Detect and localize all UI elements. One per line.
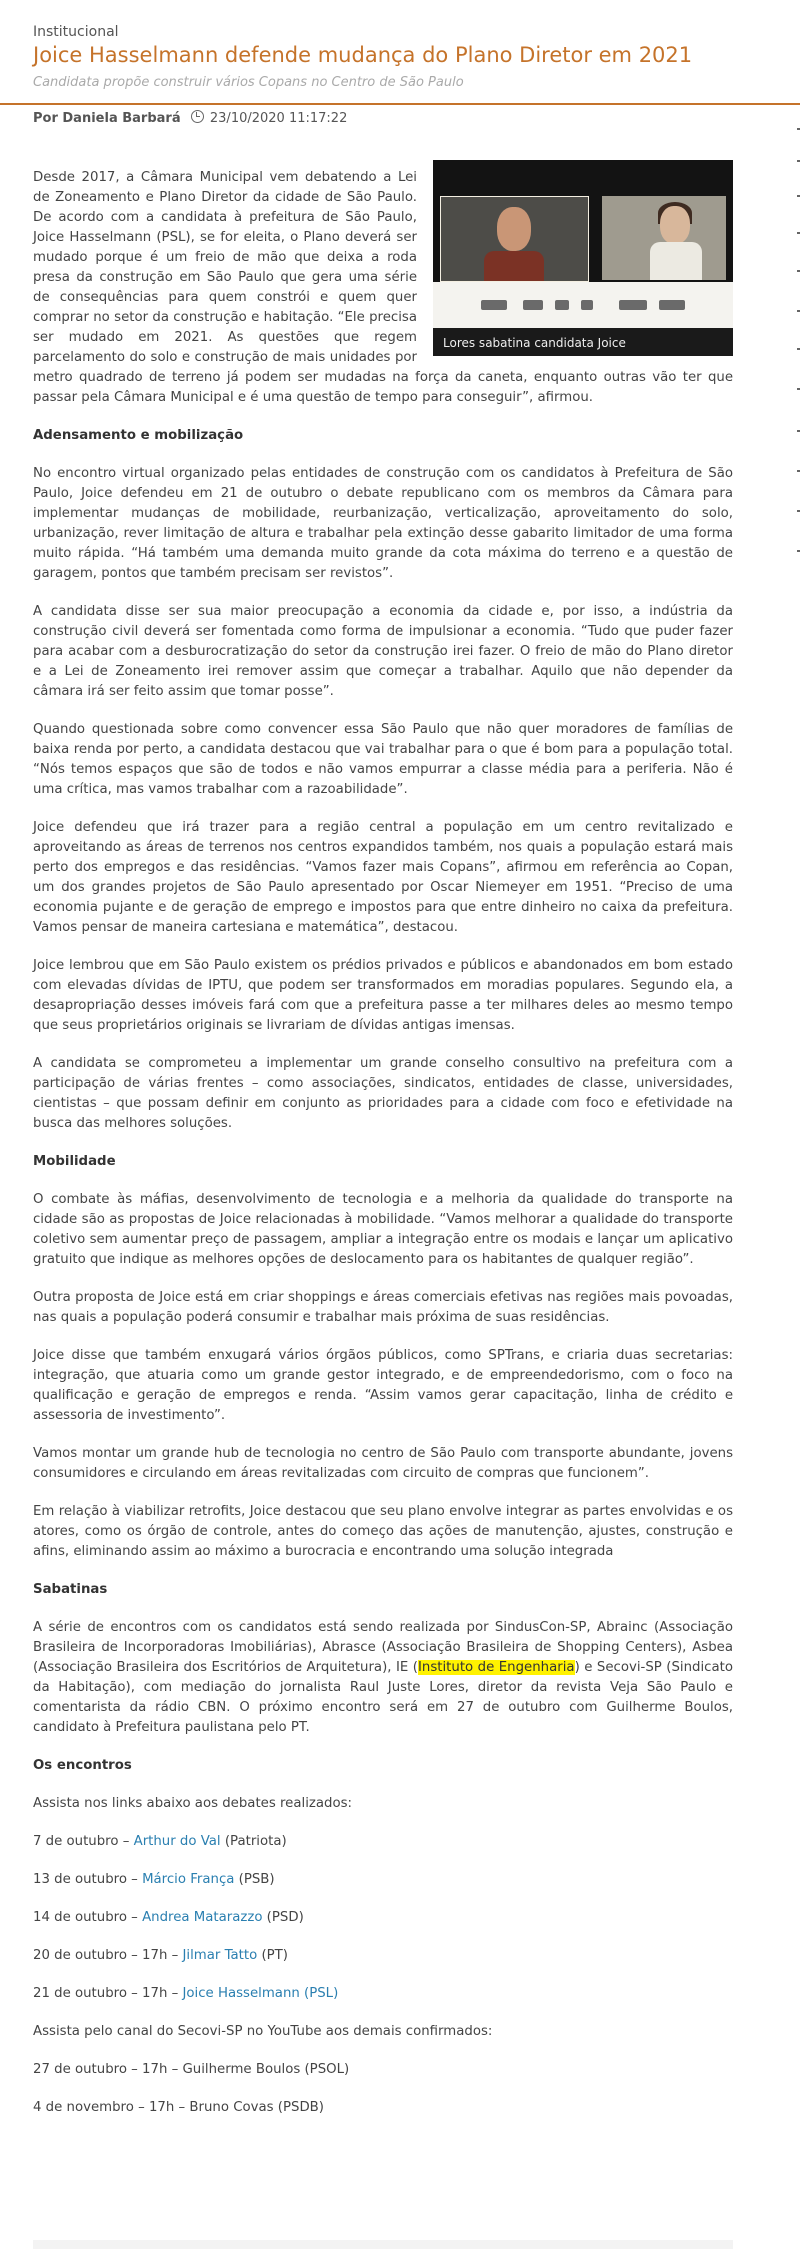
paragraph: Em relação à viabilizar retrofits, Joice destacou que seu plano envolve integrar as partes envolvidas e os atores, como os órgão de controle, antes do começo das ações de manutenção, ajustes, construção e afins, eliminando assim ao máximo a burocracia e encontrando uma solução integrada	[33, 1504, 733, 1559]
debate-item	[33, 1832, 733, 1852]
debate-date: 21 de outubro – 17h –	[33, 1986, 183, 2001]
sidebar-edge	[796, 120, 800, 720]
paragraph: 4 de novembro – 17h – Bruno Covas (PSDB)	[33, 2100, 324, 2115]
debate-party: (PSD)	[262, 1910, 304, 1925]
page-subtitle: Candidata propõe construir vários Copans no Centro de São Paulo	[33, 75, 464, 91]
highlighted-text: Instituto de Engenharia	[418, 1660, 575, 1675]
paragraph: Assista pelo canal do Secovi-SP no YouTube aos demais confirmados:	[33, 2024, 493, 2039]
section-heading: Sabatinas	[33, 1582, 108, 1597]
paragraph: Quando questionada sobre como convencer essa São Paulo que não quer moradores de famílias de baixa renda por perto, a candidata destacou que vai trabalhar para o que é bom para a população total. “Nós temos espaços que são de todos e não vamos empurrar a classe média para a periferia. Não é uma crítica, mas vamos trabalhar com a razoabilidade”.	[33, 722, 733, 797]
debate-link[interactable]: Jilmar Tatto	[182, 1948, 258, 1963]
section-heading: Adensamento e mobilização	[33, 428, 244, 443]
paragraph: Outra proposta de Joice está em criar shoppings e áreas comerciais efetivas nas regiões mais povoadas, nas quais a população poderá consumir e trabalhar mais próxima de suas residências.	[33, 1290, 733, 1325]
paragraph: Joice defendeu que irá trazer para a região central a população em um centro revitalizado e aproveitando as áreas de terrenos nos centros expandidos também, nos quais a população estará mais perto dos empregos e das residências. “Vamos fazer mais Copans”, afirmou em referência ao Copan, um dos grandes projetos de São Paulo apresentado por Oscar Niemeyer em 1951. “Preciso de uma economia pujante e de geração de emprego e impostos para que entre dinheiro no caixa da prefeitura. Vamos pensar de maneira cartesiana e matemática”, destacou.	[33, 820, 733, 935]
paragraph: O combate às máfias, desenvolvimento de tecnologia e a melhoria da qualidade do transporte na cidade são as propostas de Joice relacionadas à mobilidade. “Vamos melhorar a qualidade do transporte coletivo sem aumentar preço de passagem, ampliar a integração entre os modais e lançar um aplicativo gratuito que indique as melhores opções de deslocamento para os habitantes de qualquer região”.	[33, 1192, 733, 1267]
debate-item	[33, 1908, 733, 1928]
paragraph: A candidata se comprometeu a implementar um grande conselho consultivo na prefeitura com a participação de várias frentes – como associações, sindicatos, entidades de classe, universidades, cientistas – que possam definir em conjunto as prioridades para a cidade com foco e efetividade na busca das melhores soluções.	[33, 1056, 733, 1131]
sponsor-logos-strip	[433, 282, 733, 328]
debate-link[interactable]: Andrea Matarazzo	[142, 1910, 263, 1925]
paragraph: Joice lembrou que em São Paulo existem os prédios privados e públicos e abandonados em bom estado com elevadas dívidas de IPTU, que podem ser transformados em moradias populares. Segundo ela, a desapropriação desses imóveis fará com que a prefeitura passe a ter milhares deles ao mesmo tempo que seus proprietários originais se livrariam de dívidas antigas imensas.	[33, 958, 733, 1033]
article-figure	[433, 160, 733, 356]
debate-link[interactable]: Arthur do Val	[133, 1834, 221, 1849]
video-participant-man	[440, 196, 589, 282]
text-span: A série de encontros com os candidatos está sendo realizada por SindusCon-SP, Abrainc (Associação Brasileira de Incorporadoras Imobiliárias), Abrasce (Associação Brasileira de Shopping Centers), Asbea (Associação Brasileira dos Escritórios de Arquitetura), IE (	[33, 1620, 733, 1675]
video-participant-woman	[602, 196, 726, 280]
debate-link[interactable]: Joice Hasselmann (PSL)	[182, 1986, 339, 2001]
paragraph: 27 de outubro – 17h – Guilherme Boulos (PSOL)	[33, 2062, 350, 2077]
clock-icon	[191, 110, 204, 123]
article-header	[33, 20, 733, 90]
debate-item	[33, 1984, 733, 2004]
debate-item	[33, 1870, 733, 1890]
paragraph: Vamos montar um grande hub de tecnologia no centro de São Paulo com transporte abundante, jovens consumidores e circulando em áreas revitalizadas com circuito de compras que funcionem”.	[33, 1446, 733, 1481]
text-span: ) e Secovi-SP (Sindicato da Habitação), com mediação do jornalista Raul Juste Lores, diretor da revista Veja São Paulo e comentarista da rádio CBN. O próximo encontro será em 27 de outubro com Guilherme Boulos, candidato à Prefeitura paulistana pelo PT.	[33, 1660, 733, 1735]
debate-date: 20 de outubro – 17h –	[33, 1948, 183, 1963]
author-name: Por Daniela Barbará	[33, 111, 181, 126]
paragraph: Assista nos links abaixo aos debates realizados:	[33, 1796, 353, 1811]
debate-date: 14 de outubro –	[33, 1910, 143, 1925]
debate-date: 7 de outubro –	[33, 1834, 134, 1849]
paragraph: No encontro virtual organizado pelas entidades de construção com os candidatos à Prefeitura de São Paulo, Joice defendeu em 21 de outubro o debate republicano com os membros da Câmara para implementar mudanças de mobilidade, reurbanização, verticalização, aproveitamento do solo, urbanização, rever limitação de altura e trabalhar pela extinção desse gabarito limitador de uma forma muito rápida. “Há também uma demanda muito grande da cota máxima do terreno e a questão de garagem, pontos que também precisam ser revistos”.	[33, 466, 733, 581]
paragraph: A candidata disse ser sua maior preocupação a economia da cidade e, por isso, a indústria da construção civil deverá ser fomentada como forma de impulsionar a economia. “Tudo que puder fazer para acabar com a desburocratização do setor da construção irei fazer. O freio de mão do Plano diretor e a Lei de Zoneamento irei remover assim que começar a trabalhar. Aquilo que não depender da câmara irá ser feito assim que tomar posse”.	[33, 604, 733, 699]
article-body	[33, 168, 733, 2136]
debate-party: (Patriota)	[220, 1834, 287, 1849]
article-photo[interactable]	[433, 160, 733, 356]
caption-bar	[433, 328, 733, 356]
header-divider	[0, 103, 800, 105]
paragraph-sabatinas	[33, 1618, 733, 1738]
page-title: Joice Hasselmann defende mudança do Plano Diretor em 2021	[33, 43, 693, 67]
debate-item	[33, 1946, 733, 1966]
article-meta	[33, 110, 347, 126]
section-heading: Mobilidade	[33, 1154, 116, 1169]
debate-link[interactable]: Márcio França	[142, 1872, 235, 1887]
section-heading: Os encontros	[33, 1758, 132, 1773]
debate-date: 13 de outubro –	[33, 1872, 143, 1887]
debate-party: (PSB)	[234, 1872, 275, 1887]
photo-caption: Lores sabatina candidata Joice	[443, 336, 626, 350]
publish-datetime: 23/10/2020 11:17:22	[209, 111, 348, 126]
debate-party: (PT)	[257, 1948, 288, 1963]
paragraph: Desde 2017, a Câmara Municipal vem debatendo a Lei de Zoneamento e Plano Diretor da cidade de São Paulo. De acordo com a candidata à prefeitura de São Paulo, Joice Hasselmann (PSL), se for eleita, o Plano deverá ser mudado porque é um freio de mão que deixa a roda presa da construção em São Paulo que gera uma série de consequências para quem constrói e quem quer comprar no setor da construção e habitação. “Ele precisa ser mudado em 2021. As questões que regem parcelamento do solo e construção de mais unidades por metro quadrado de terreno já podem ser mudadas na força da caneta, enquanto outras vão ter que passar pela Câmara Municipal e é uma questão de tempo para conseguir”, afirmou.	[33, 170, 733, 405]
footer-bar	[33, 2240, 733, 2249]
paragraph: Joice disse que também enxugará vários órgãos públicos, como SPTrans, e criaria duas secretarias: integração, que atuaria como um grande gestor integrado, e de empreendedorismo, com o foco na qualificação e geração de empregos e renda. “Assim vamos gerar capacitação, linha de crédito e assessoria de investimento”.	[33, 1348, 733, 1423]
section-label[interactable]: Institucional	[33, 24, 119, 40]
